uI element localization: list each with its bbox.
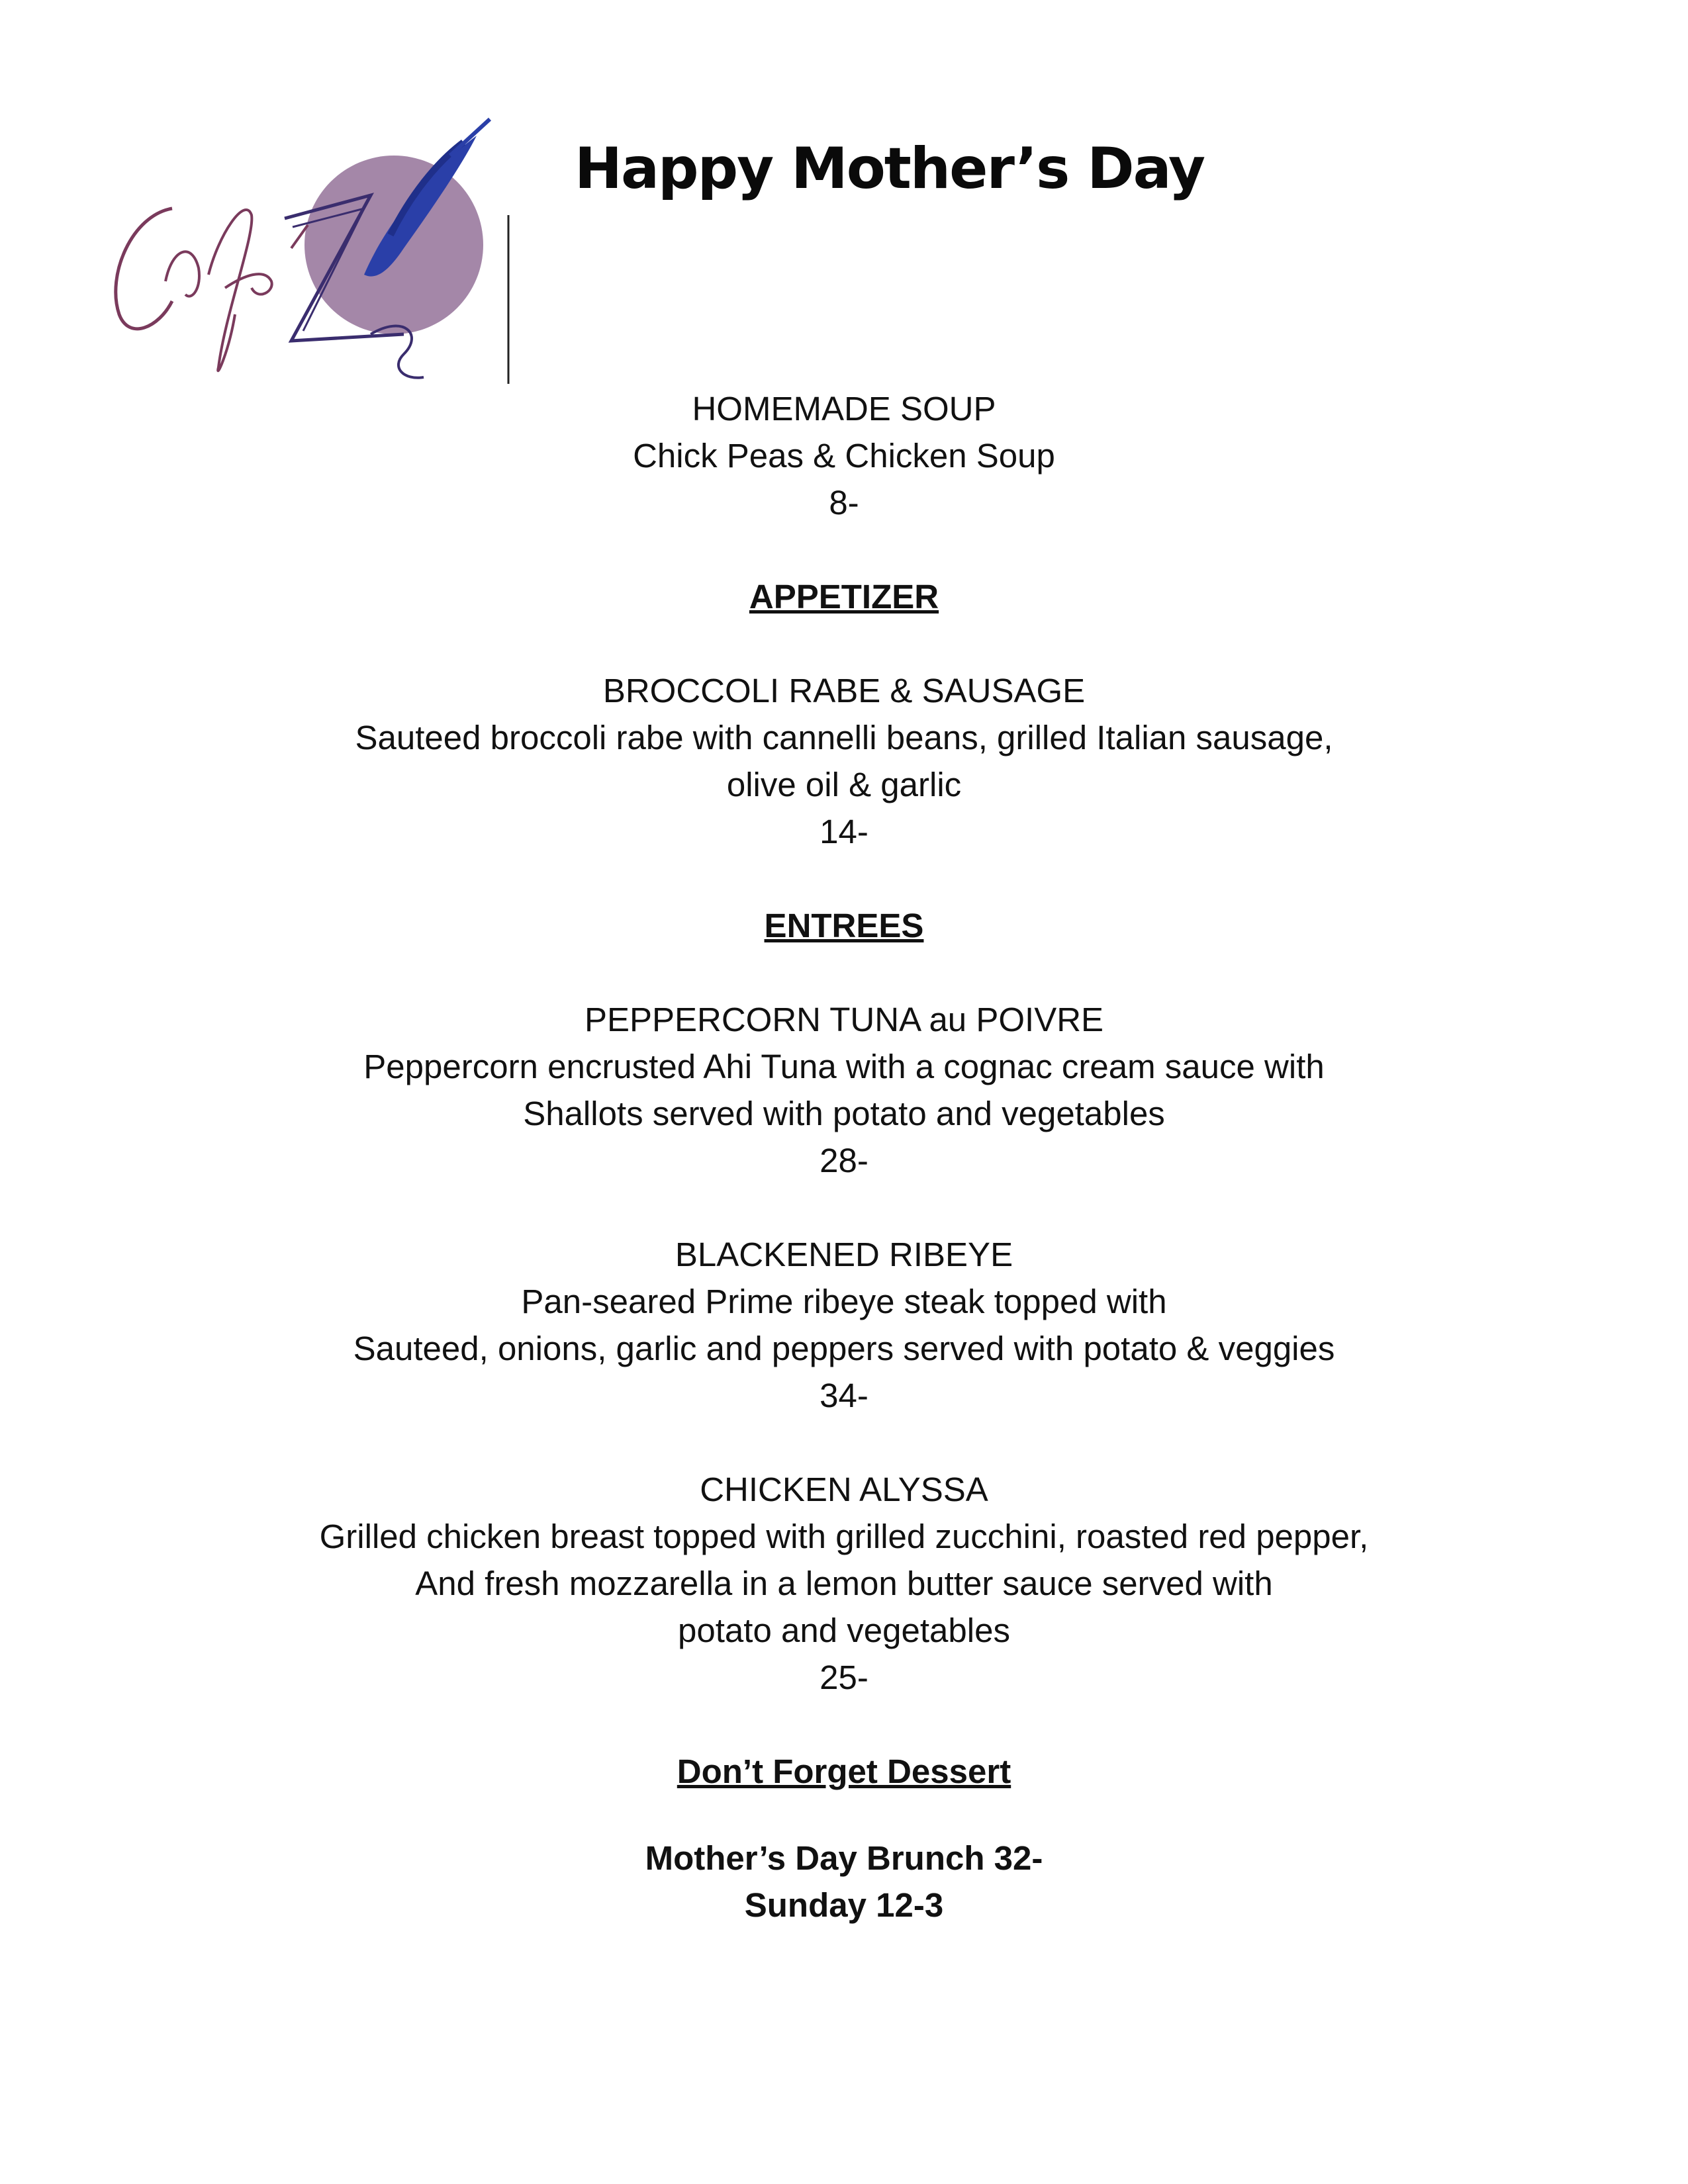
menu-item-blackened-ribeye — [0, 1231, 1688, 1419]
soup-description: Chick Peas & Chicken Soup — [633, 437, 1055, 475]
soup-price: 8- — [829, 484, 859, 522]
menu-item-name: BROCCOLI RABE & SAUSAGE — [602, 672, 1086, 709]
menu-content — [0, 385, 1688, 1929]
page-title: Happy Mother’s Day — [575, 136, 1205, 202]
menu-item-name: BLACKENED RIBEYE — [675, 1236, 1013, 1273]
menu-item-description: And fresh mozzarella in a lemon butter sauce served with — [415, 1565, 1273, 1602]
menu-item-name: PEPPERCORN TUNA au POIVRE — [584, 1001, 1104, 1038]
menu-item-price: 14- — [820, 813, 868, 850]
menu-item-description: Sauteed broccoli rabe with cannelli beans, grilled Italian sausage, — [355, 719, 1333, 756]
soup-name: HOMEMADE SOUP — [692, 390, 996, 428]
menu-item-price: 28- — [820, 1142, 868, 1179]
brunch-price: Mother’s Day Brunch 32- — [645, 1839, 1043, 1877]
menu-item-broccoli-rabe — [0, 667, 1688, 855]
menu-item-description: Shallots served with potato and vegetables — [523, 1095, 1165, 1132]
menu-item-price: 25- — [820, 1659, 868, 1696]
appetizer-heading: APPETIZER — [749, 578, 939, 615]
menu-item-description: Peppercorn encrusted Ahi Tuna with a cognac cream sauce with — [363, 1048, 1325, 1085]
entrees-heading: ENTREES — [764, 907, 924, 944]
menu-item-name: CHICKEN ALYSSA — [700, 1471, 988, 1508]
cafe-z-logo-icon — [93, 116, 516, 390]
dessert-heading: Don’t Forget Dessert — [677, 1752, 1011, 1790]
menu-item-description: olive oil & garlic — [726, 766, 962, 803]
soup-section — [0, 385, 1688, 526]
menu-item-description: potato and vegetables — [678, 1612, 1010, 1649]
menu-item-price: 34- — [820, 1377, 868, 1414]
brunch-info — [0, 1835, 1688, 1929]
menu-item-peppercorn-tuna — [0, 996, 1688, 1184]
cafe-logo — [93, 116, 516, 390]
menu-item-chicken-alyssa — [0, 1466, 1688, 1701]
menu-item-description: Grilled chicken breast topped with grilled zucchini, roasted red pepper, — [319, 1518, 1369, 1555]
menu-item-description: Sauteed, onions, garlic and peppers served with potato & veggies — [353, 1330, 1335, 1367]
brunch-hours: Sunday 12-3 — [744, 1886, 944, 1924]
menu-item-description: Pan-seared Prime ribeye steak topped with — [521, 1283, 1167, 1320]
